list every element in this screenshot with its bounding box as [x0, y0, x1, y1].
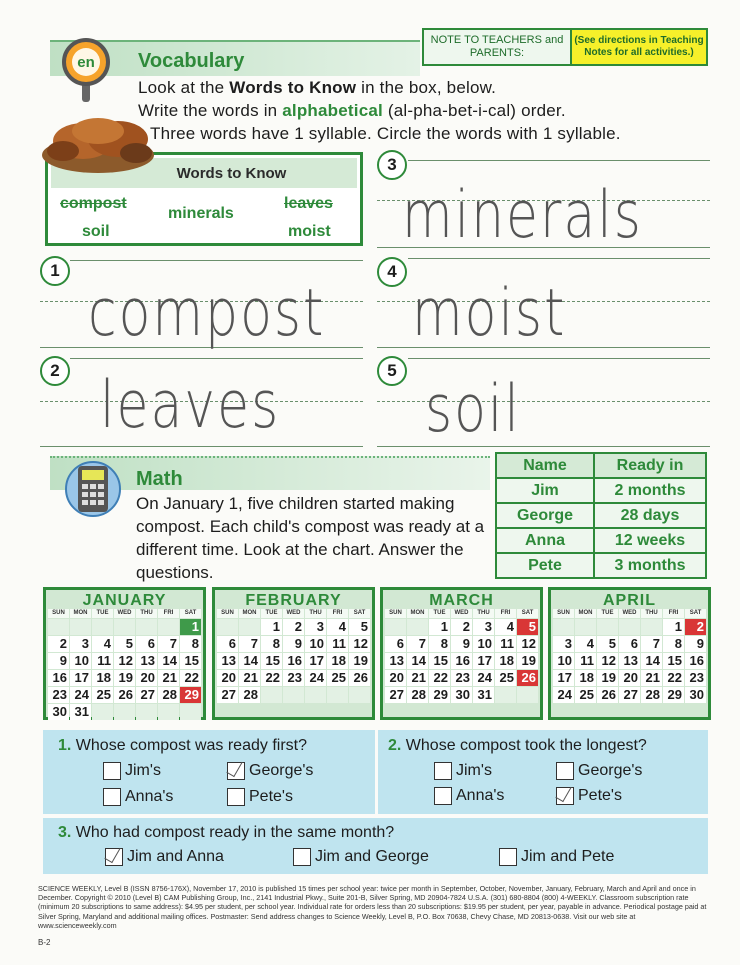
day-of-week-label: MON	[575, 609, 596, 618]
table-cell-name: Anna	[496, 528, 594, 553]
day-of-week-label: SAT	[517, 609, 538, 618]
calendar-day: 29	[663, 687, 684, 703]
calendar-empty-cell	[349, 687, 370, 703]
ready-times-table	[495, 452, 707, 579]
calendar-day: 7	[407, 636, 428, 652]
calendar-day: 13	[619, 653, 640, 669]
checkbox[interactable]	[499, 848, 517, 866]
calendar-day: 25	[92, 687, 113, 703]
calendar-day: 17	[553, 670, 574, 686]
handwritten-answer-4: moist	[412, 276, 567, 351]
answer-number-1: 1	[40, 256, 70, 286]
calendar-day: 13	[217, 653, 238, 669]
magnifier-icon	[56, 36, 116, 106]
checkbox[interactable]	[434, 787, 452, 805]
checkbox[interactable]	[556, 762, 574, 780]
calendar-empty-cell	[385, 619, 406, 635]
writing-line-top	[408, 160, 710, 161]
calendar-month-title: JANUARY	[82, 592, 167, 609]
table-row	[496, 528, 706, 553]
calendar-day: 5	[114, 636, 135, 652]
calendar-day: 27	[136, 687, 157, 703]
day-of-week-label: MON	[407, 609, 428, 618]
day-of-week-label: FRI	[327, 609, 348, 618]
table-cell-name: George	[496, 503, 594, 528]
day-of-week-label: SAT	[685, 609, 706, 618]
calendar-day: 26	[517, 670, 538, 686]
table-cell-name: Jim	[496, 478, 594, 503]
calendar-day: 31	[473, 687, 494, 703]
calendar-empty-cell	[158, 704, 179, 720]
calendar-empty-cell	[517, 687, 538, 703]
writing-line-top	[70, 260, 363, 261]
instruction-bold: Words to Know	[229, 78, 357, 97]
calendar-day: 3	[553, 636, 574, 652]
calendar-day: 11	[495, 636, 516, 652]
handwritten-answer-1: compost	[88, 276, 326, 351]
table-cell-ready: 12 weeks	[594, 528, 706, 553]
day-of-week-label: WED	[451, 609, 472, 618]
option-label: Anna's	[125, 788, 174, 805]
note-directions: (See directions in Teaching Notes for all activities.)	[572, 30, 706, 64]
option-jims[interactable]	[103, 762, 161, 780]
calendar-day: 2	[451, 619, 472, 635]
calendar-day: 16	[451, 653, 472, 669]
table-cell-ready: 3 months	[594, 553, 706, 578]
table-header-row	[496, 453, 706, 478]
calendar-day: 10	[305, 636, 326, 652]
calendar-empty-cell	[283, 687, 304, 703]
day-of-week-label: WED	[283, 609, 304, 618]
calendar-day: 11	[92, 653, 113, 669]
calendar-day: 14	[641, 653, 662, 669]
calendar-day: 6	[217, 636, 238, 652]
calendar-day: 18	[575, 670, 596, 686]
calendar-day: 14	[158, 653, 179, 669]
calendar-day: 30	[48, 704, 69, 720]
calendar-day: 14	[239, 653, 260, 669]
checkbox[interactable]	[293, 848, 311, 866]
calendar-empty-cell	[641, 619, 662, 635]
calendar-day: 12	[597, 653, 618, 669]
day-of-week-label: THU	[305, 609, 326, 618]
calendar-empty-cell	[48, 619, 69, 635]
question-text: Whose compost was ready first?	[75, 737, 307, 754]
option-georges[interactable]	[227, 762, 313, 780]
table-row	[496, 503, 706, 528]
writing-line-top	[70, 358, 363, 359]
calendar-day: 10	[473, 636, 494, 652]
option-petes[interactable]	[556, 787, 622, 805]
calendar-day: 29	[429, 687, 450, 703]
calendar-day: 19	[597, 670, 618, 686]
calendar-day: 12	[114, 653, 135, 669]
writing-line-top	[408, 358, 710, 359]
day-of-week-label: TUE	[597, 609, 618, 618]
calendar-empty-cell	[575, 619, 596, 635]
day-of-week-label: THU	[136, 609, 157, 618]
instruction-text: (al-pha-bet-i-cal) order.	[382, 101, 566, 120]
option-jim-and-anna[interactable]	[105, 848, 224, 866]
day-of-week-label: SAT	[180, 609, 201, 618]
calendar-day: 19	[517, 653, 538, 669]
calendar-day: 17	[473, 653, 494, 669]
calendar-day: 5	[349, 619, 370, 635]
answer-number-3: 3	[377, 150, 407, 180]
writing-line-top	[408, 258, 710, 259]
calendar-empty-cell	[239, 619, 260, 635]
calendar-day: 23	[48, 687, 69, 703]
calendar-day: 19	[114, 670, 135, 686]
calendar-day: 19	[349, 653, 370, 669]
handwritten-answer-3: minerals	[402, 178, 643, 253]
svg-text:en: en	[77, 54, 95, 71]
calendar-day: 4	[92, 636, 113, 652]
option-annas[interactable]	[434, 787, 504, 805]
calendar-april	[548, 587, 711, 720]
math-title: Math	[136, 468, 183, 490]
calendar-day: 24	[305, 670, 326, 686]
table-row	[496, 478, 706, 503]
calendar-day: 17	[70, 670, 91, 686]
calendar-day: 2	[685, 619, 706, 635]
checkbox[interactable]	[434, 762, 452, 780]
day-of-week-label: SUN	[385, 609, 406, 618]
calendar-day: 26	[349, 670, 370, 686]
day-of-week-label: THU	[473, 609, 494, 618]
calendar-day: 4	[495, 619, 516, 635]
day-of-week-label: THU	[641, 609, 662, 618]
compost-plant-image	[38, 115, 156, 177]
question-number: 1.	[58, 737, 72, 754]
day-of-week-label: SUN	[48, 609, 69, 618]
calendar-grid	[48, 609, 201, 720]
calendar-empty-cell	[553, 619, 574, 635]
calendar-day: 15	[663, 653, 684, 669]
day-of-week-label: WED	[114, 609, 135, 618]
calendar-day: 28	[158, 687, 179, 703]
word-compost: compost	[60, 195, 127, 212]
calendar-day: 9	[685, 636, 706, 652]
calendar-month-title: MARCH	[429, 592, 494, 609]
calendar-day: 20	[619, 670, 640, 686]
calendar-day: 25	[575, 687, 596, 703]
question-number: 3.	[58, 824, 72, 841]
option-label: Pete's	[578, 787, 622, 804]
option-label: George's	[578, 762, 643, 779]
instruction-line-2	[138, 101, 566, 121]
calendar-day: 22	[180, 670, 201, 686]
table-cell-ready: 28 days	[594, 503, 706, 528]
publication-footer: SCIENCE WEEKLY, Level B (ISSN 8756-176X), November 17, 2010 is published 15 times per school year: twice per month in September, October, November, January, February, March and April and once in December. Copyright © 2010 (Level B) CAM Publishing Group, Inc., 2141 Industrial Pkwy., Suite 201-B, Silver Spring, MD 20904-7824 U.S.A. (301) 680-8804 (800) 4-WEEKLY. Classroom subscription rate (minimum 20 subscriptions to same address): $4.95 per student, per school year. Individual rate for orders less than 20 subscriptions: $19.95 per student, per year, payable in advance. Periodical postage paid at Silver Spring, Maryland and additional mailing offices. Postmaster: Send address changes to Science Weekly, Level B, P.O. Box 70638, Chevy Chase, MD 20813-0638. Visit our web site at www.scienceweekly.com	[38, 884, 707, 930]
calendar-day: 17	[305, 653, 326, 669]
calendar-day: 4	[327, 619, 348, 635]
option-annas[interactable]	[103, 788, 173, 806]
calendar-day: 16	[685, 653, 706, 669]
instruction-line-3: Three words have 1 syllable. Circle the words with 1 syllable.	[150, 124, 621, 143]
calendar-day: 21	[158, 670, 179, 686]
calendar-day: 24	[473, 670, 494, 686]
calendar-day: 27	[217, 687, 238, 703]
day-of-week-label: TUE	[429, 609, 450, 618]
calendar-day: 24	[553, 687, 574, 703]
calendar-empty-cell	[158, 619, 179, 635]
calendar-day: 26	[597, 687, 618, 703]
day-of-week-label: MON	[239, 609, 260, 618]
calendar-day: 7	[239, 636, 260, 652]
calendar-empty-cell	[92, 619, 113, 635]
calendar-day: 26	[114, 687, 135, 703]
calendar-day: 23	[451, 670, 472, 686]
checkbox-checked[interactable]	[556, 787, 574, 805]
calendar-day: 11	[327, 636, 348, 652]
calendar-day: 6	[136, 636, 157, 652]
calendar-day: 1	[429, 619, 450, 635]
word-leaves: leaves	[284, 195, 333, 212]
question-2-box	[378, 730, 708, 814]
calendar-empty-cell	[136, 704, 157, 720]
calendar-day: 24	[70, 687, 91, 703]
calendar-day: 3	[305, 619, 326, 635]
instruction-text: Write the words in	[138, 101, 283, 120]
word-moist: moist	[288, 223, 331, 240]
calendar-day: 8	[663, 636, 684, 652]
calendar-day: 5	[517, 619, 538, 635]
calendar-day: 30	[685, 687, 706, 703]
calendar-day: 21	[239, 670, 260, 686]
calendar-day: 3	[473, 619, 494, 635]
calendar-month-title: APRIL	[603, 592, 656, 609]
checkbox-checked[interactable]	[227, 762, 245, 780]
calendar-empty-cell	[407, 619, 428, 635]
calendar-march	[380, 587, 543, 720]
calendar-day: 23	[685, 670, 706, 686]
option-label: George's	[249, 762, 314, 779]
day-of-week-label: SAT	[349, 609, 370, 618]
calendar-day: 16	[283, 653, 304, 669]
calendar-day: 8	[429, 636, 450, 652]
calendar-day: 22	[663, 670, 684, 686]
option-label: Anna's	[456, 787, 505, 804]
calendar-day: 27	[385, 687, 406, 703]
calendar-day: 28	[239, 687, 260, 703]
table-cell-ready: 2 months	[594, 478, 706, 503]
calendar-day: 20	[136, 670, 157, 686]
calendar-day: 11	[575, 653, 596, 669]
calendar-day: 10	[70, 653, 91, 669]
option-petes[interactable]	[227, 788, 293, 806]
calendar-day: 1	[663, 619, 684, 635]
question-1	[58, 737, 307, 755]
question-3	[58, 824, 394, 842]
calendar-empty-cell	[495, 687, 516, 703]
calendar-empty-cell	[180, 704, 201, 720]
calendar-day: 22	[261, 670, 282, 686]
instruction-text: Look at the	[138, 78, 230, 97]
calendar-day: 1	[180, 619, 201, 635]
day-of-week-label: WED	[619, 609, 640, 618]
page-number: B-2	[38, 938, 51, 947]
calendar-empty-cell	[114, 619, 135, 635]
column-header-ready: Ready in	[594, 453, 706, 478]
instruction-text: in the box, below.	[356, 78, 497, 97]
calendar-day: 8	[180, 636, 201, 652]
calendar-day: 15	[261, 653, 282, 669]
answer-number-5: 5	[377, 356, 407, 386]
calendar-day: 15	[180, 653, 201, 669]
calendar-day: 27	[619, 687, 640, 703]
calendar-empty-cell	[327, 687, 348, 703]
handwritten-answer-2: leaves	[100, 368, 281, 443]
note-label: NOTE TO TEACHERS and PARENTS:	[424, 30, 572, 64]
question-text: Whose compost took the longest?	[405, 737, 647, 754]
day-of-week-label: TUE	[261, 609, 282, 618]
calendar-day: 21	[407, 670, 428, 686]
calendar-empty-cell	[619, 619, 640, 635]
question-number: 2.	[388, 737, 402, 754]
calendar-day: 9	[48, 653, 69, 669]
calendar-empty-cell	[70, 619, 91, 635]
day-of-week-label: MON	[70, 609, 91, 618]
option-label: Pete's	[249, 788, 293, 805]
calendar-day: 18	[92, 670, 113, 686]
calendar-day: 8	[261, 636, 282, 652]
day-of-week-label: TUE	[92, 609, 113, 618]
calendar-grid	[553, 609, 706, 703]
calendar-day: 28	[641, 687, 662, 703]
option-label: Jim and George	[315, 848, 429, 865]
calendar-january	[43, 587, 206, 720]
calendar-day: 6	[619, 636, 640, 652]
question-2	[388, 737, 647, 755]
writing-line-bottom	[40, 446, 363, 447]
calendar-day: 7	[641, 636, 662, 652]
table-row	[496, 553, 706, 578]
word-minerals: minerals	[168, 205, 234, 222]
calendar-empty-cell	[261, 687, 282, 703]
calendar-day: 12	[349, 636, 370, 652]
vocabulary-title: Vocabulary	[138, 50, 245, 72]
option-jim-and-pete[interactable]	[499, 848, 614, 866]
day-of-week-label: FRI	[663, 609, 684, 618]
answer-number-4: 4	[377, 257, 407, 287]
calendar-day: 28	[407, 687, 428, 703]
calendar-day: 29	[180, 687, 201, 703]
checkbox-checked[interactable]	[105, 848, 123, 866]
calendar-day: 13	[385, 653, 406, 669]
option-georges[interactable]	[556, 762, 642, 780]
words-to-know-title: Words to Know	[51, 158, 357, 188]
calendar-day: 3	[70, 636, 91, 652]
day-of-week-label: FRI	[158, 609, 179, 618]
calendar-day: 23	[283, 670, 304, 686]
calendar-day: 20	[217, 670, 238, 686]
option-label: Jim and Pete	[521, 848, 615, 865]
calendar-month-title: FEBRUARY	[245, 592, 342, 609]
calendar-day: 2	[283, 619, 304, 635]
calendar-day: 18	[327, 653, 348, 669]
calendar-empty-cell	[597, 619, 618, 635]
calendar-day: 15	[429, 653, 450, 669]
day-of-week-label: SUN	[217, 609, 238, 618]
calendar-day: 14	[407, 653, 428, 669]
calendar-day: 4	[575, 636, 596, 652]
option-jim-and-george[interactable]	[293, 848, 429, 866]
calendar-day: 1	[261, 619, 282, 635]
question-1-box	[43, 730, 375, 814]
calendar-empty-cell	[92, 704, 113, 720]
math-problem-text: On January 1, five children started making compost. Each child's compost was ready at a different time. Look at the chart. Answer the questions.	[136, 494, 485, 582]
checkbox[interactable]	[103, 762, 121, 780]
calendar-day: 9	[283, 636, 304, 652]
calendar-grid	[385, 609, 538, 703]
calculator-icon	[64, 456, 122, 522]
calendar-day: 20	[385, 670, 406, 686]
answer-number-2: 2	[40, 356, 70, 386]
calendar-day: 9	[451, 636, 472, 652]
instruction-highlight: alphabetical	[282, 101, 383, 120]
calendar-day: 25	[495, 670, 516, 686]
calendar-empty-cell	[136, 619, 157, 635]
question-text: Who had compost ready in the same month?	[75, 824, 395, 841]
word-soil: soil	[82, 223, 110, 240]
calendar-day: 16	[48, 670, 69, 686]
checkbox[interactable]	[227, 788, 245, 806]
calendar-day: 21	[641, 670, 662, 686]
option-label: Jim's	[125, 762, 161, 779]
calendar-day: 22	[429, 670, 450, 686]
calendar-day: 25	[327, 670, 348, 686]
calendar-empty-cell	[217, 619, 238, 635]
calendar-day: 31	[70, 704, 91, 720]
column-header-name: Name	[496, 453, 594, 478]
calendar-february	[212, 587, 375, 720]
calendar-day: 2	[48, 636, 69, 652]
calendar-day: 30	[451, 687, 472, 703]
day-of-week-label: SUN	[553, 609, 574, 618]
calendar-day: 6	[385, 636, 406, 652]
calendar-day: 18	[495, 653, 516, 669]
table-cell-name: Pete	[496, 553, 594, 578]
calendar-day: 12	[517, 636, 538, 652]
calendar-empty-cell	[114, 704, 135, 720]
handwritten-answer-5: soil	[425, 372, 521, 447]
day-of-week-label: FRI	[495, 609, 516, 618]
calendar-day: 13	[136, 653, 157, 669]
option-jims[interactable]	[434, 762, 492, 780]
instruction-line-1	[138, 78, 496, 98]
calendar-day: 5	[597, 636, 618, 652]
option-label: Jim and Anna	[127, 848, 224, 865]
question-3-box	[43, 818, 708, 874]
checkbox[interactable]	[103, 788, 121, 806]
calendar-day: 10	[553, 653, 574, 669]
option-label: Jim's	[456, 762, 492, 779]
calendar-empty-cell	[305, 687, 326, 703]
calendar-day: 7	[158, 636, 179, 652]
note-to-teachers	[422, 28, 708, 66]
calendar-grid	[217, 609, 370, 703]
